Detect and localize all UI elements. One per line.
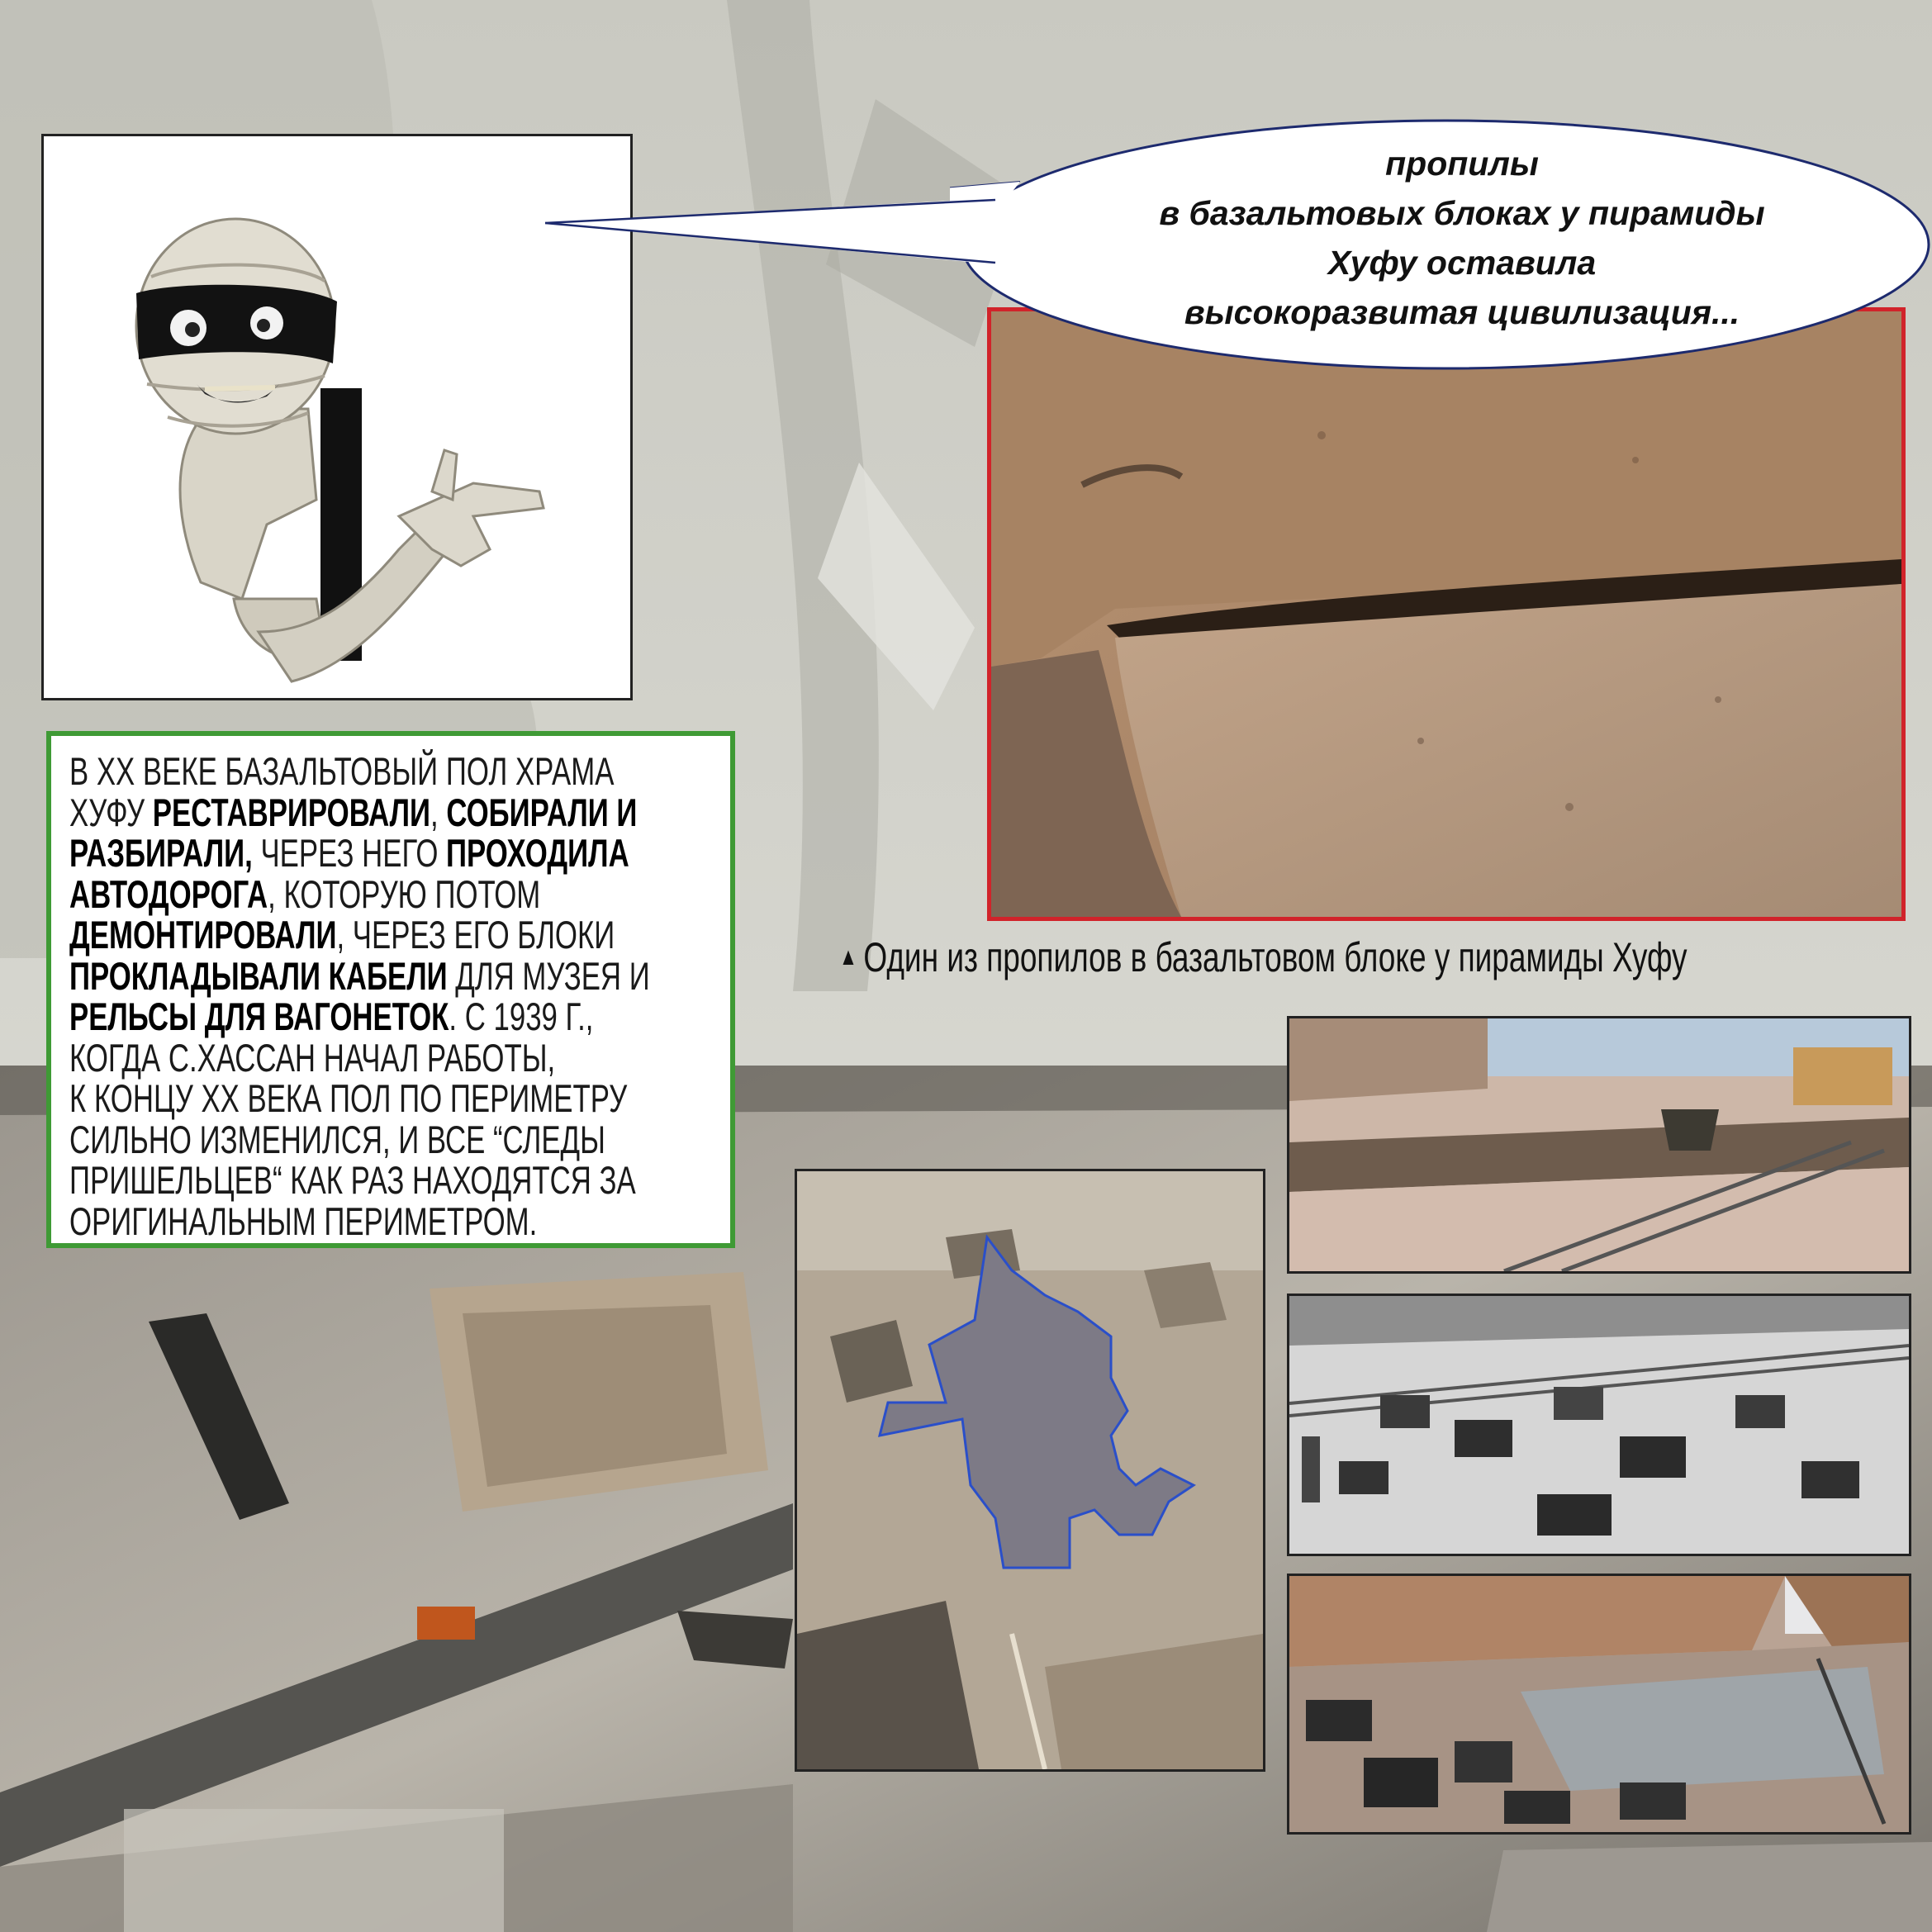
excavation-bw-photo bbox=[1287, 1294, 1911, 1556]
info-text-line bbox=[69, 833, 693, 874]
info-text-segment: , КОТОРУЮ ПОТОМ bbox=[268, 871, 541, 916]
info-text-emphasis: СОБИРАЛИ И bbox=[446, 790, 638, 834]
info-text-segment: ХУФУ bbox=[69, 790, 153, 834]
info-text-line bbox=[69, 1201, 693, 1242]
info-text-segment: В XX ВЕКЕ БАЗАЛЬТОВЫЙ ПОЛ ХРАМА bbox=[69, 749, 615, 793]
info-text-emphasis: РАЗБИРАЛИ, bbox=[69, 831, 253, 875]
photo-caption bbox=[839, 932, 1688, 983]
info-text-segment: К КОНЦУ XX ВЕКА ПОЛ ПО ПЕРИМЕТРУ bbox=[69, 1076, 628, 1120]
basalt-cut-photo bbox=[987, 307, 1906, 921]
mummy-character-illustration bbox=[44, 136, 630, 698]
temple-floor-aerial-image bbox=[797, 1171, 1263, 1769]
speech-bubble-line: высокоразвитая цивилизация... bbox=[1184, 293, 1740, 331]
info-text-emphasis: АВТОДОРОГА bbox=[69, 871, 268, 916]
speech-bubble-line: пропилы bbox=[1385, 145, 1539, 183]
info-text-line bbox=[69, 1160, 693, 1201]
bw-basalt-blocks-image bbox=[1289, 1296, 1909, 1554]
rails-excavation-image bbox=[1289, 1018, 1909, 1271]
basalt-block-image bbox=[991, 311, 1901, 917]
info-text-segment: СИЛЬНО ИЗМЕНИЛСЯ, И ВСЕ “СЛЕДЫ bbox=[69, 1117, 605, 1161]
pyramid-broken-floor-image bbox=[1289, 1576, 1909, 1832]
info-text-emphasis: РЕСТАВРИРОВАЛИ bbox=[152, 790, 431, 834]
info-text-emphasis: ПРОХОДИЛА bbox=[446, 831, 629, 875]
triangle-marker-icon: ▲ bbox=[839, 943, 857, 971]
info-text-line bbox=[69, 914, 693, 956]
excavation-color-photo bbox=[1287, 1016, 1911, 1274]
speech-bubble-text bbox=[1016, 139, 1908, 337]
info-text-line bbox=[69, 953, 693, 998]
info-text bbox=[69, 751, 693, 1241]
info-text-emphasis: ДЕМОНТИРОВАЛИ bbox=[69, 913, 337, 957]
info-text-segment: ПРИШЕЛЬЦЕВ“ КАК РАЗ НАХОДЯТСЯ ЗА bbox=[69, 1158, 636, 1202]
info-text-segment: , bbox=[430, 790, 447, 834]
speech-bubble-tail bbox=[545, 198, 1008, 273]
info-text-line bbox=[69, 1037, 693, 1079]
info-text-line bbox=[69, 792, 693, 833]
info-text-emphasis: ПРОКЛАДЫВАЛИ КАБЕЛИ bbox=[69, 953, 448, 998]
info-text-segment: , ЧЕРЕЗ ЕГО БЛОКИ bbox=[336, 913, 615, 957]
excavation-pyramid-photo bbox=[1287, 1574, 1911, 1835]
info-text-box bbox=[46, 731, 735, 1248]
aerial-plan-photo bbox=[795, 1169, 1265, 1772]
mummy-illustration-panel bbox=[41, 134, 633, 700]
info-text-line bbox=[69, 871, 693, 916]
speech-bubble-line: Хуфу оставила bbox=[1327, 244, 1597, 282]
photo-caption-text: Один из пропилов в базальтовом блоке у пирамиды Хуфу bbox=[863, 934, 1688, 980]
info-text-segment: КОГДА С.ХАССАН НАЧАЛ РАБОТЫ, bbox=[69, 1035, 556, 1080]
info-text-line bbox=[69, 1078, 693, 1119]
info-text-segment: ОРИГИНАЛЬНЫМ ПЕРИМЕТРОМ. bbox=[69, 1199, 538, 1243]
speech-bubble-line: в базальтовых блоках у пирамиды bbox=[1159, 194, 1765, 232]
info-text-emphasis: РЕЛЬСЫ ДЛЯ ВАГОНЕТОК bbox=[69, 994, 449, 1038]
info-text-segment: ЧЕРЕЗ НЕГО bbox=[252, 831, 447, 875]
info-text-line bbox=[69, 751, 693, 792]
info-text-line bbox=[69, 1119, 693, 1161]
info-text-segment: . С 1939 Г., bbox=[449, 994, 594, 1038]
info-text-line bbox=[69, 996, 693, 1037]
info-text-segment: ДЛЯ МУЗЕЯ И bbox=[447, 953, 650, 998]
